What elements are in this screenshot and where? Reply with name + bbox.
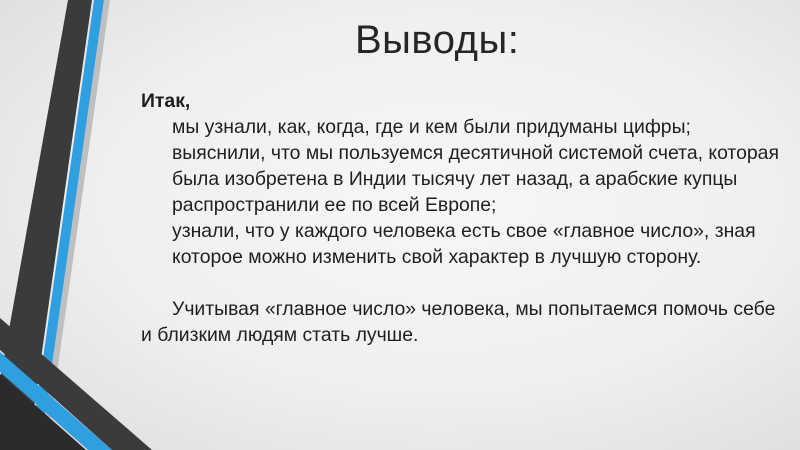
slide-body [141, 88, 781, 348]
list-item-text: выяснили, что мы пользуемся десятичной системой счета, которая была изобретена в Индии тысячу лет назад, а арабские купцы распространили ее по всей Европе; [172, 142, 779, 216]
slide-title: Выводы: [355, 18, 520, 62]
list-item-text: мы узнали, как, когда, где и кем были придуманы цифры; [172, 116, 691, 138]
list-item [141, 114, 781, 140]
bullet-list [141, 114, 781, 270]
list-item [141, 218, 781, 270]
list-item-text: узнали, что у каждого человека есть свое «главное число», зная которое можно изменить свой характер в лучшую сторону. [172, 220, 756, 268]
closing-paragraph: Учитывая «главное число» человека, мы попытаемся помочь себе и близким людям стать лучше. [141, 298, 776, 346]
list-item [141, 140, 781, 218]
intro-text: Итак, [141, 90, 191, 112]
